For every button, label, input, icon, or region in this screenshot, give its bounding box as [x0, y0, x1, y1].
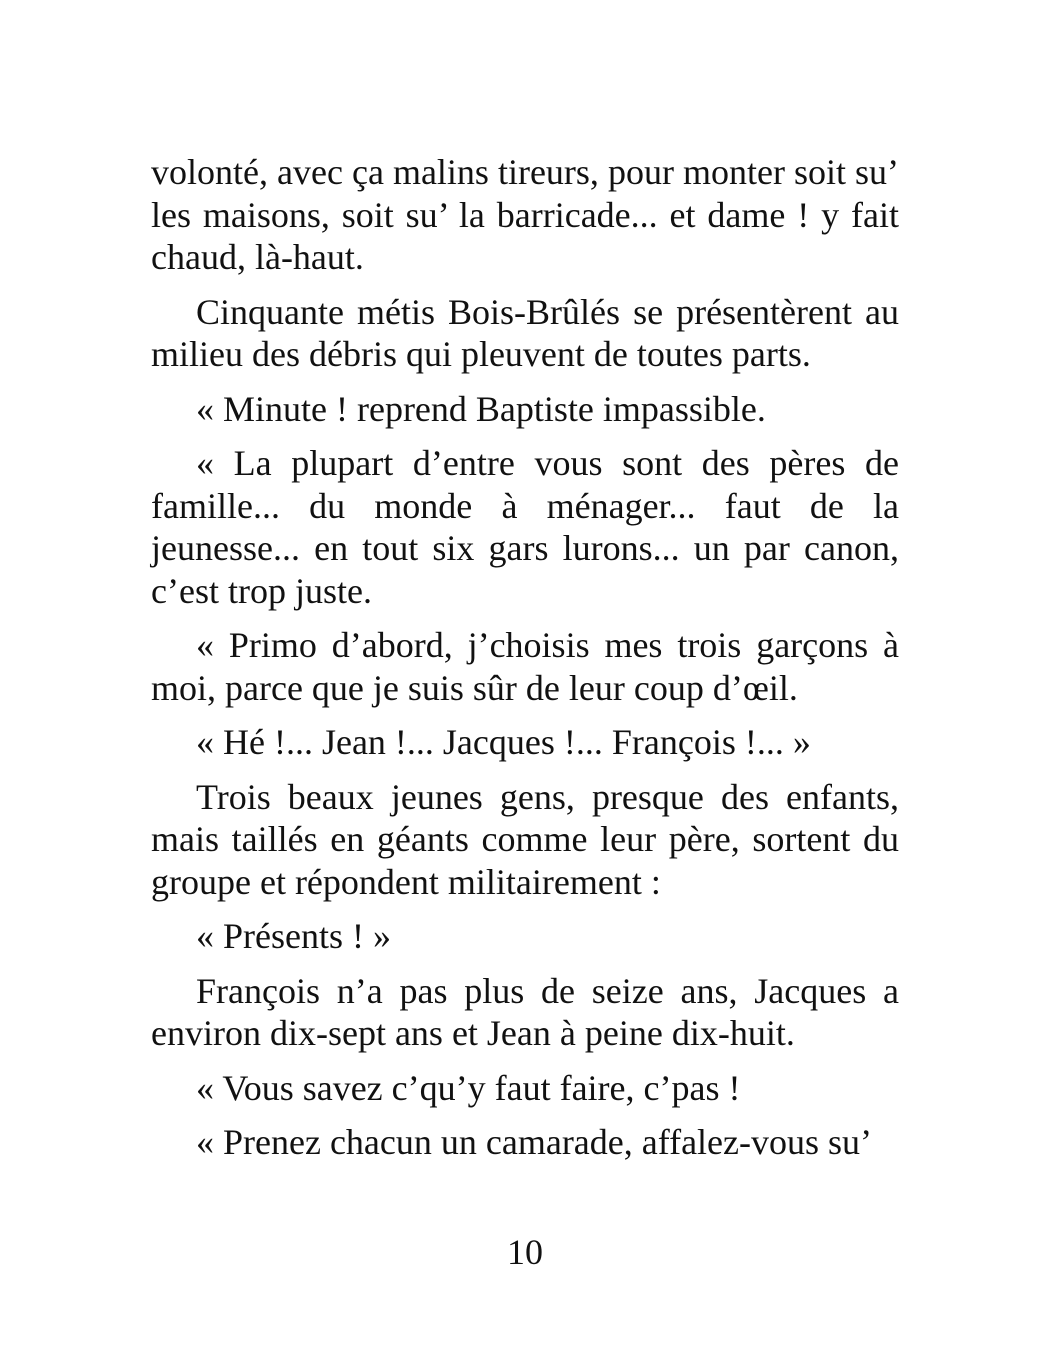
paragraph-3: « Minute ! reprend Baptiste impassible. — [196, 388, 766, 429]
body-text — [151, 151, 899, 1176]
paragraph-10: « Vous savez c’qu’y faut faire, c’pas ! — [196, 1067, 741, 1108]
paragraph-4: « La plupart d’entre vous sont des pères de famille... du monde à ménager... faut de la jeunesse... en tout six gars lurons... un par canon, c’est trop juste. — [151, 443, 899, 611]
paragraph-2: Cinquante métis Bois-Brûlés se présentèrent au milieu des débris qui pleuvent de toutes parts. — [151, 291, 899, 374]
paragraph-1: volonté, avec ça malins tireurs, pour monter soit su’ les maisons, soit su’ la barricade... et dame ! y fait chaud, là-haut. — [151, 152, 899, 277]
page-number: 10 — [507, 1232, 543, 1272]
paragraph-8: « Présents ! » — [196, 916, 391, 956]
paragraph-6: « Hé !... Jean !... Jacques !... François !... » — [196, 722, 811, 762]
paragraph-7: Trois beaux jeunes gens, presque des enfants, mais taillés en géants comme leur père, sortent du groupe et répondent militairement : — [151, 776, 899, 902]
paragraph-11: « Prenez chacun un camarade, affalez-vous su’ — [196, 1122, 873, 1162]
paragraph-5: « Primo d’abord, j’choisis mes trois garçons à moi, parce que je suis sûr de leur coup d’œil. — [151, 625, 899, 708]
paragraph-9: François n’a pas plus de seize ans, Jacques a environ dix-sept ans et Jean à peine dix-huit. — [151, 970, 899, 1053]
